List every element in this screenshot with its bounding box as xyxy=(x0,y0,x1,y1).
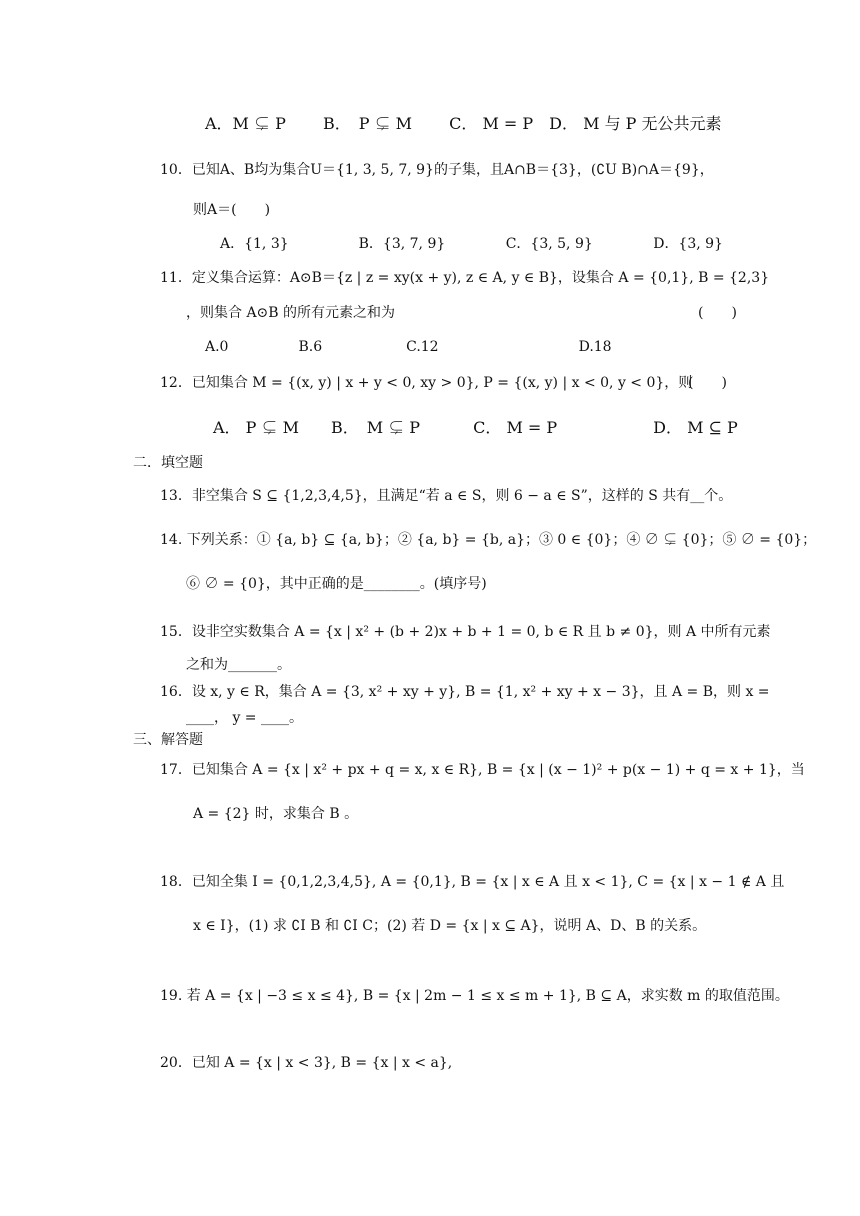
q15-stem-cont: 之和为_______。 xyxy=(186,657,291,673)
q12-answer-paren: ( ) xyxy=(688,375,727,391)
q11-answer-paren: ( ) xyxy=(698,305,737,321)
section-solve-heading: 三、解答题 xyxy=(133,732,203,748)
q12-options: A． P ⊊ M B． M ⊊ P C． M = P D． M ⊆ P xyxy=(213,418,738,437)
section-fill-in-heading: 二．填空题 xyxy=(133,455,203,471)
q16-stem: 16．设 x, y ∈ R，集合 A = {3, x² + xy + y}, B = {1, x² + xy + x − 3}，且 A = B，则 x = xyxy=(160,684,770,700)
q17-stem-cont: A = {2} 时，求集合 B 。 xyxy=(193,806,359,822)
q12-stem: 12．已知集合 M = {(x, y) | x + y < 0, xy > 0}, P = {(x, y) | x < 0, y < 0}，则 xyxy=(160,375,693,391)
q14-stem-cont: ⑥ ∅ = {0}，其中正确的是________。(填序号) xyxy=(186,576,487,592)
q10-stem-cont: 则A＝( ) xyxy=(193,202,271,218)
q18-stem-cont: x ∈ I}，(1) 求 ∁I B 和 ∁I C；(2) 若 D = {x | x ⊆ A}，说明 A、D、B 的关系。 xyxy=(193,918,707,934)
q15-stem: 15．设非空实数集合 A = {x | x² + (b + 2)x + b + 1 = 0, b ∈ R 且 b ≠ 0}，则 A 中所有元素 xyxy=(160,624,771,640)
q18-stem: 18．已知全集 I = {0,1,2,3,4,5}, A = {0,1}, B = {x | x ∈ A 且 x < 1}, C = {x | x − 1 ∉ A 且 xyxy=(160,874,785,890)
q9-options: A．M ⊊ P B． P ⊊ M C． M = P D． M 与 P 无公共元素 xyxy=(205,114,722,133)
q10-options: A．{1, 3} B．{3, 7, 9} C．{3, 5, 9} D．{3, 9} xyxy=(220,236,723,252)
q20-stem: 20．已知 A = {x | x < 3}, B = {x | x < a}, xyxy=(160,1055,453,1071)
q10-stem: 10．已知A、B均为集合U＝{1, 3, 5, 7, 9}的子集，且A∩B＝{3}，(∁U B)∩A＝{9}， xyxy=(160,162,714,178)
q14-stem: 14. 下列关系：① {a, b} ⊆ {a, b}；② {a, b} = {b, a}；③ 0 ∈ {0}；④ ∅ ⊊ {0}；⑤ ∅ = {0}； xyxy=(160,532,817,548)
q13-stem: 13．非空集合 S ⊆ {1,2,3,4,5}，且满足“若 a ∈ S，则 6 − a ∈ S”，这样的 S 共有__个。 xyxy=(160,488,733,504)
q11-stem-cont: ，则集合 A⊙B 的所有元素之和为 xyxy=(186,305,396,321)
q17-stem: 17．已知集合 A = {x | x² + px + q = x, x ∈ R}, B = {x | (x − 1)² + p(x − 1) + q = x + 1}，当 xyxy=(160,762,805,778)
q19-stem: 19. 若 A = {x | −3 ≤ x ≤ 4}, B = {x | 2m − 1 ≤ x ≤ m + 1}, B ⊆ A，求实数 m 的取值范围。 xyxy=(160,988,789,1004)
q11-options: A.0 B.6 C.12 D.18 xyxy=(205,339,612,355)
q11-stem: 11．定义集合运算：A⊙B＝{z | z = xy(x + y), z ∈ A, y ∈ B}，设集合 A = {0,1}, B = {2,3} xyxy=(160,270,770,286)
q16-stem-cont: ____， y = ____。 xyxy=(186,710,303,726)
